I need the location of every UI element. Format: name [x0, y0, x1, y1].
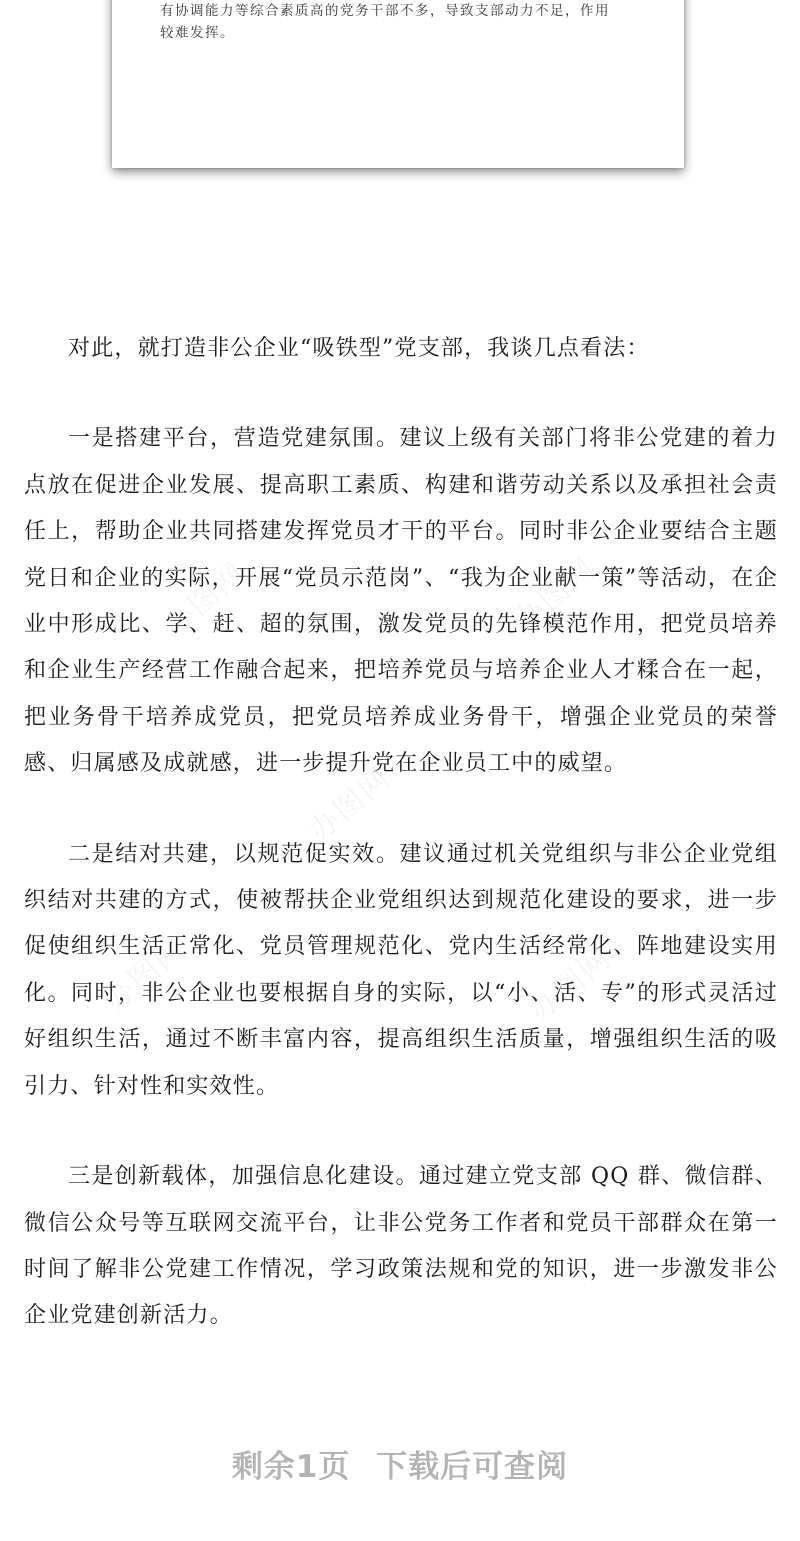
point-three-paragraph: 三是创新载体，加强信息化建设。通过建立党支部 QQ 群、微信群、微信公众号等互联网交流平台，让非公党务工作者和党员干部群众在第一时间了解非公党建工作情况，学习政策法规和党的知识，进一步激发非公企业党建创新活力。: [24, 1164, 778, 1329]
point-two-paragraph: 二是结对共建，以规范促实效。建议通过机关党组织与非公企业党组织结对共建的方式，使被帮扶企业党组织达到规范化建设的要求，进一步促使组织生活正常化、党员管理规范化、党内生活经常化、阵地建设实用化。同时，非公企业也要根据自身的实际，以“小、活、专”的形式灵活过好组织生活，通过不断丰富内容，提高组织生活质量，增强组织生活的吸引力、针对性和实效性。: [24, 841, 778, 1099]
preview-line-2: 较难发挥。: [160, 25, 235, 41]
point-one-paragraph: 一是搭建平台，营造党建氛围。建议上级有关部门将非公党建的着力点放在促进企业发展、提高职工素质、构建和谐劳动关系以及承担社会责任上，帮助企业共同搭建发挥党员才干的平台。同时非公企业要结合主题党日和企业的实际，开展“党员示范岗”、“我为企业献一策”等活动，在企业中形成比、学、赶、超的氛围，激发党员的先锋模范作用，把党员培养和企业生产经营工作融合起来，把培养党员与培养企业人才糅合在一起，把业务骨干培养成党员，把党员培养成业务骨干，增强企业党员的荣誉感、归属感及成就感，进一步提升党在企业员工中的威望。: [24, 426, 778, 777]
article-body: [24, 326, 778, 1340]
preview-line-1: 有协调能力等综合素质高的党务干部不多，导致支部动力不足，作用: [160, 3, 610, 19]
preview-text: [160, 0, 660, 44]
remaining-pages-banner[interactable]: 剩余1页 下载后可查阅: [231, 1449, 569, 1485]
intro-paragraph: 对此，就打造非公企业“吸铁型”党支部，我谈几点看法：: [68, 336, 650, 361]
preview-page-card: [112, 0, 684, 168]
